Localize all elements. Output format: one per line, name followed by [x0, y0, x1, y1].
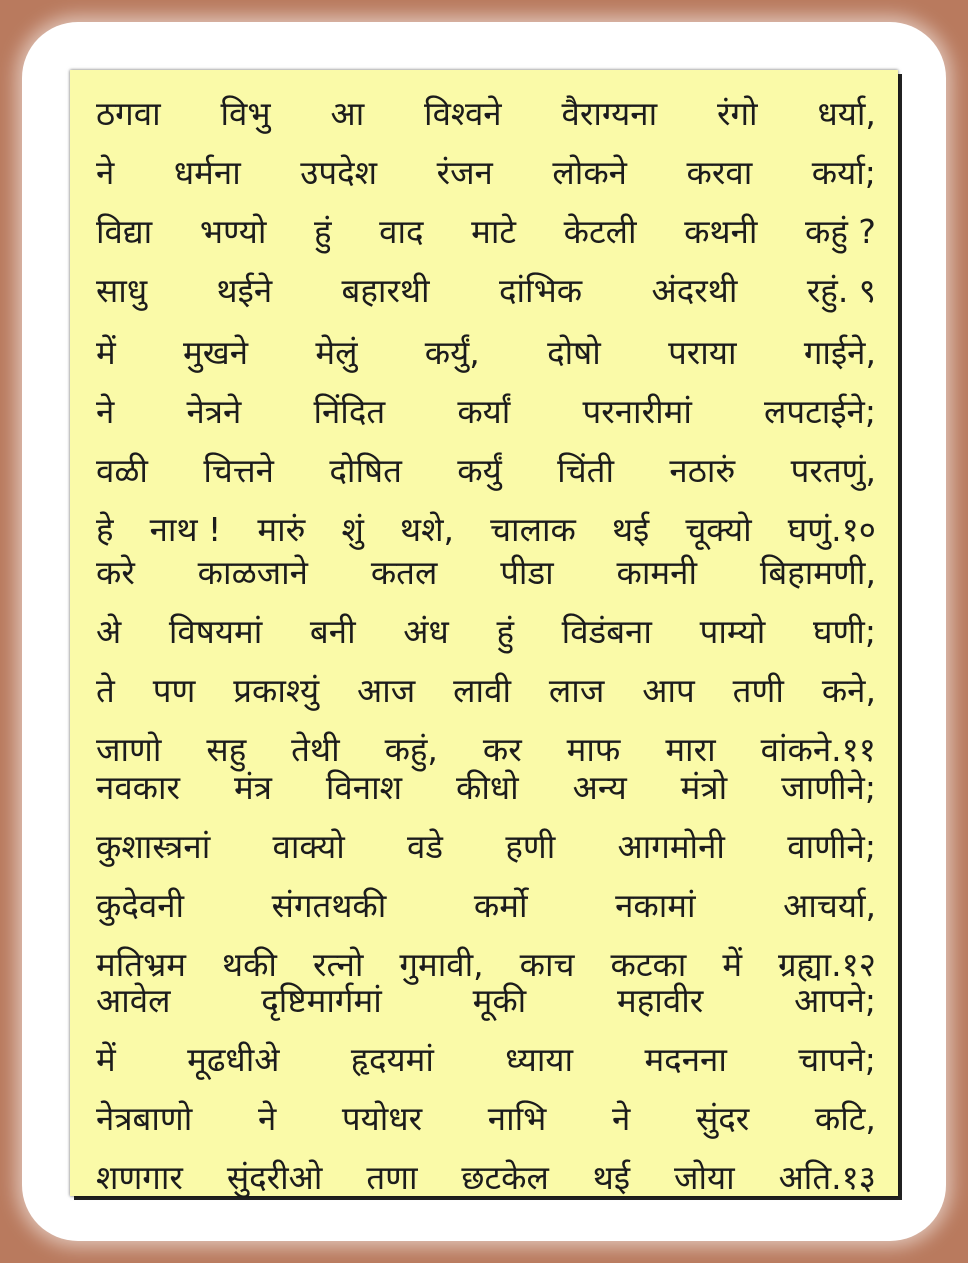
word: वळी — [96, 451, 148, 490]
word: तणी — [732, 671, 784, 710]
verse-line — [96, 325, 876, 381]
word: सुंदरीओ — [226, 1158, 323, 1196]
word: अन्य — [572, 768, 627, 807]
word: रंजन — [436, 153, 493, 192]
word: संगतथकी — [271, 886, 387, 925]
word: जाणो — [96, 730, 162, 769]
word: रहुं. ९ — [806, 271, 876, 310]
verse-line — [96, 384, 876, 440]
verse-line — [96, 1091, 876, 1147]
word: लाज — [548, 671, 605, 710]
word: में — [96, 333, 116, 372]
word: ध्याया — [505, 1040, 574, 1079]
word: थई — [611, 510, 650, 549]
verse-line — [96, 86, 876, 142]
verse-line — [96, 1150, 876, 1196]
word: कने, — [821, 671, 876, 710]
word: करवा — [686, 153, 753, 192]
word: मूढधीअे — [187, 1040, 280, 1079]
word: आ — [330, 94, 365, 133]
word: चिंती — [557, 451, 615, 490]
word: विद्या — [96, 212, 153, 251]
word: वैराग्यना — [561, 94, 658, 133]
word: तणा — [366, 1158, 418, 1196]
word: कर्मो — [473, 886, 528, 925]
word: विनाश — [325, 768, 403, 807]
verse-line — [96, 263, 876, 319]
word: शणगार — [96, 1158, 183, 1196]
word: दृष्टिमार्गमां — [261, 981, 382, 1020]
word: रंगो — [716, 94, 758, 133]
word: घणी; — [812, 612, 876, 651]
word: ने — [257, 1099, 277, 1138]
verse-line — [96, 545, 876, 601]
word: बनी — [309, 612, 356, 651]
word: कटि, — [814, 1099, 876, 1138]
word: शुं — [341, 510, 364, 549]
word: उपदेश — [300, 153, 378, 192]
word: थईने — [216, 271, 273, 310]
word: अति.१३ — [778, 1158, 876, 1196]
word: विश्वने — [424, 94, 502, 133]
verse-line — [96, 760, 876, 816]
word: गाईने, — [803, 333, 876, 372]
word: माटे — [471, 212, 517, 251]
word: माफ — [566, 730, 621, 769]
stanza-12 — [96, 760, 876, 996]
word: वाद — [379, 212, 424, 251]
word: मारा — [665, 730, 716, 769]
word: विडंबना — [561, 612, 652, 651]
verse-line — [96, 973, 876, 1029]
verse-line — [96, 204, 876, 260]
word: नेत्रने — [186, 392, 242, 431]
word: काळजाने — [197, 553, 308, 592]
word: चालाक — [490, 510, 576, 549]
word: पण — [152, 671, 196, 710]
word: वाक्यो — [272, 827, 345, 866]
word: धर्या, — [817, 94, 876, 133]
word: हुं — [313, 212, 332, 251]
word: मूकी — [472, 981, 527, 1020]
word: कर्या; — [811, 153, 876, 192]
word: विषयमां — [168, 612, 263, 651]
word: प्रकाश्युं — [233, 671, 320, 710]
word: आप — [642, 671, 695, 710]
word: कर्यां — [457, 392, 511, 431]
word: हृदयमां — [350, 1040, 434, 1079]
word: मतिभ्रम — [96, 945, 187, 984]
word: कहुं, — [384, 730, 438, 769]
word: सुंदर — [695, 1099, 750, 1138]
word: नकामां — [615, 886, 696, 925]
word: कर — [482, 730, 522, 769]
word: ठगवा — [96, 94, 161, 133]
word: काच — [519, 945, 575, 984]
stanza-11 — [96, 545, 876, 781]
word: थशे, — [399, 510, 455, 549]
word: बहारथी — [341, 271, 430, 310]
word: तेथी — [291, 730, 340, 769]
word: पाम्यो — [699, 612, 766, 651]
word: कथनी — [684, 212, 758, 251]
word: आचर्या, — [783, 886, 876, 925]
word: अंदरथी — [651, 271, 738, 310]
word: वडे — [407, 827, 444, 866]
word: नेत्रबाणो — [96, 1099, 193, 1138]
word: ने — [612, 1099, 631, 1138]
word: में — [96, 1040, 116, 1079]
verse-line — [96, 604, 876, 660]
word: कतल — [370, 553, 438, 592]
verse-line — [96, 663, 876, 719]
word: घणुं.१० — [787, 510, 876, 549]
word: निंदित — [313, 392, 386, 431]
word: मेलुं — [315, 333, 358, 372]
word: मदनना — [644, 1040, 727, 1079]
word: हे — [96, 510, 114, 549]
verse-line — [96, 145, 876, 201]
word: पयोधर — [341, 1099, 423, 1138]
word: कहुं ? — [805, 212, 876, 251]
word: कर्युं, — [424, 333, 480, 372]
word: ग्रह्या.१२ — [778, 945, 876, 984]
word: महावीर — [617, 981, 704, 1020]
word: मारुं — [257, 510, 306, 549]
word: हणी — [505, 827, 556, 866]
word: गुमावी, — [399, 945, 484, 984]
word: आगमोनी — [617, 827, 725, 866]
word: चित्तने — [203, 451, 274, 490]
word: ते — [96, 671, 115, 710]
word: नाभि — [487, 1099, 547, 1138]
word: परतणुं, — [790, 451, 876, 490]
word: अंध — [403, 612, 449, 651]
verse-line — [96, 1032, 876, 1088]
word: भण्यो — [199, 212, 267, 251]
word: कीधो — [455, 768, 519, 807]
word: लोकने — [552, 153, 627, 192]
word: दोषित — [329, 451, 402, 490]
word: जाणीने; — [781, 768, 876, 807]
stanza-10 — [96, 325, 876, 561]
word: बिहामणी, — [759, 553, 876, 592]
word: कुदेवनी — [96, 886, 185, 925]
word: साधु — [96, 271, 148, 310]
word: लपटाईने; — [764, 392, 876, 431]
word: कामनी — [616, 553, 698, 592]
word: दोषो — [547, 333, 601, 372]
book-page — [70, 70, 898, 1196]
word: वांकने.११ — [760, 730, 876, 769]
word: चूक्यो — [685, 510, 752, 549]
word: कटका — [610, 945, 687, 984]
word: विभु — [220, 94, 271, 133]
word: आपने; — [794, 981, 876, 1020]
word: मुखने — [183, 333, 249, 372]
word: थई — [592, 1158, 631, 1196]
word: नवकार — [96, 768, 181, 807]
word: सहु — [206, 730, 247, 769]
word: करे — [96, 553, 135, 592]
word: कर्युं — [457, 451, 502, 490]
word: रत्नो — [312, 945, 364, 984]
verse-line — [96, 443, 876, 499]
word: पीडा — [500, 553, 554, 592]
word: थकी — [222, 945, 277, 984]
word: वाणीने; — [787, 827, 876, 866]
word: कुशास्त्रनां — [96, 827, 211, 866]
word: नठारुं — [669, 451, 736, 490]
word: केटली — [563, 212, 637, 251]
word: परनारीमां — [582, 392, 692, 431]
word: आवेल — [96, 981, 171, 1020]
word: ने — [96, 392, 115, 431]
word: जोया — [673, 1158, 735, 1196]
verse-line — [96, 819, 876, 875]
stanza-9 — [96, 86, 876, 322]
word: मंत्र — [233, 768, 272, 807]
word: मंत्रो — [680, 768, 728, 807]
word: लावी — [453, 671, 511, 710]
word: अे — [96, 612, 122, 651]
word: चापने; — [798, 1040, 876, 1079]
word: ने — [96, 153, 115, 192]
word: में — [722, 945, 743, 984]
word: दांभिक — [498, 271, 583, 310]
verse-line — [96, 878, 876, 934]
word: आज — [357, 671, 416, 710]
stanza-13 — [96, 973, 876, 1196]
word: धर्मना — [173, 153, 241, 192]
word: हुं — [496, 612, 514, 651]
word: पराया — [668, 333, 737, 372]
word: छटकेल — [461, 1158, 549, 1196]
word: नाथ ! — [149, 510, 222, 549]
